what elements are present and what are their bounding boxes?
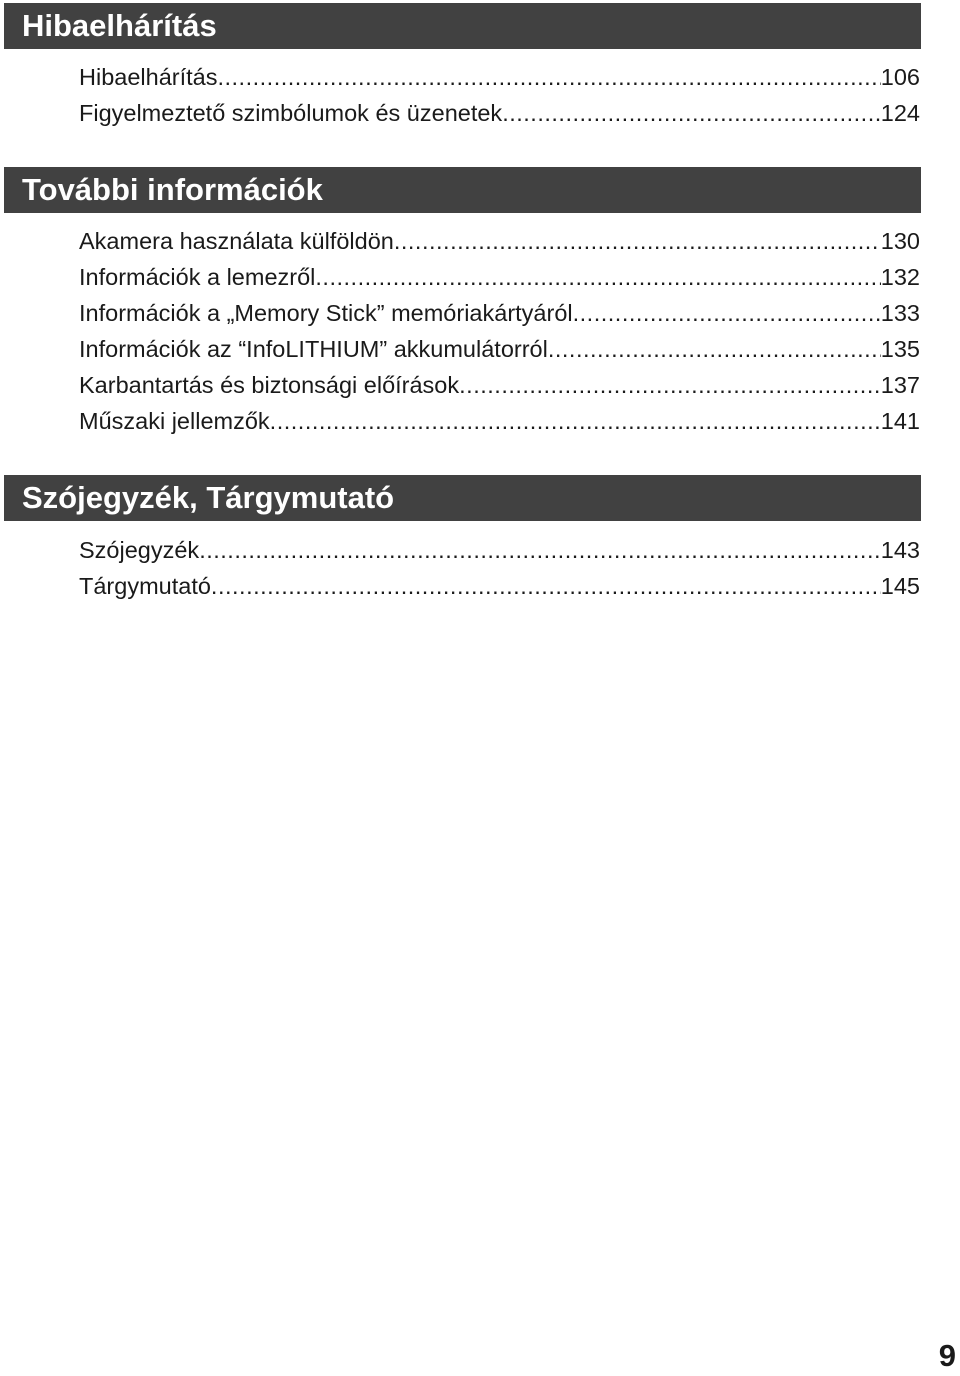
page-number: 9 xyxy=(938,1338,956,1373)
toc-list-glossary-index xyxy=(79,532,920,604)
toc-list-additional-info xyxy=(79,223,920,439)
toc-entry[interactable] xyxy=(79,532,920,568)
toc-entry-page: 137 xyxy=(880,372,920,398)
toc-entry-label: Hibaelhárítás xyxy=(79,64,218,90)
toc-leader-dots xyxy=(270,403,881,439)
toc-leader-dots xyxy=(459,367,881,403)
toc-entry[interactable] xyxy=(79,59,920,95)
toc-leader-dots xyxy=(394,223,881,259)
toc-entry[interactable] xyxy=(79,223,920,259)
toc-entry[interactable] xyxy=(79,367,920,403)
toc-entry[interactable] xyxy=(79,568,920,604)
toc-entry-page: 130 xyxy=(880,228,920,254)
toc-entry-label: Információk az “InfoLITHIUM” akkumulátorról xyxy=(79,336,548,362)
toc-leader-dots xyxy=(573,295,881,331)
toc-entry-label: Tárgymutató xyxy=(79,573,211,599)
toc-entry-label: Figyelmeztető szimbólumok és üzenetek xyxy=(79,100,503,126)
section-heading-additional-info: További információk xyxy=(4,167,921,213)
toc-entry-label: Akamera használata külföldön xyxy=(79,228,394,254)
toc-leader-dots xyxy=(199,532,881,568)
section-heading-glossary-index: Szójegyzék, Tárgymutató xyxy=(4,475,921,521)
toc-leader-dots xyxy=(315,259,880,295)
toc-entry[interactable] xyxy=(79,295,920,331)
section-heading-troubleshooting: Hibaelhárítás xyxy=(4,3,921,49)
toc-entry-label: Információk a „Memory Stick” memóriakártyáról xyxy=(79,300,573,326)
toc-entry-label: Szójegyzék xyxy=(79,537,200,563)
toc-entry-page: 133 xyxy=(880,300,920,326)
toc-entry[interactable] xyxy=(79,95,920,131)
toc-entry-page: 106 xyxy=(880,64,920,90)
toc-leader-dots xyxy=(502,95,881,131)
toc-entry-page: 135 xyxy=(880,336,920,362)
toc-entry-page: 141 xyxy=(880,408,920,434)
toc-entry-label: Karbantartás és biztonsági előírások xyxy=(79,372,460,398)
toc-entry[interactable] xyxy=(79,259,920,295)
toc-entry-label: Információk a lemezről xyxy=(79,264,316,290)
toc-entry-page: 132 xyxy=(880,264,920,290)
toc-entry-page: 143 xyxy=(880,537,920,563)
toc-leader-dots xyxy=(217,59,880,95)
toc-entry-label: Műszaki jellemzők xyxy=(79,408,270,434)
toc-entry-page: 124 xyxy=(880,100,920,126)
toc-entry[interactable] xyxy=(79,403,920,439)
toc-entry-page: 145 xyxy=(880,573,920,599)
toc-leader-dots xyxy=(548,331,881,367)
toc-list-troubleshooting xyxy=(79,59,920,131)
toc-entry[interactable] xyxy=(79,331,920,367)
toc-leader-dots xyxy=(211,568,881,604)
